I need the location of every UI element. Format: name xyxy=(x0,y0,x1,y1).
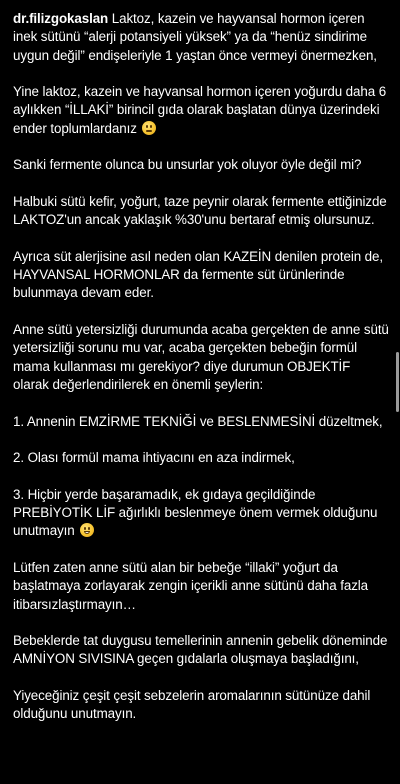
slightly-frowning-face-icon xyxy=(142,121,156,135)
caption-paragraph-11 xyxy=(13,632,389,669)
caption-text-4: Halbuki sütü kefir, yoğurt, taze peynir olarak fermente ettiğinizde LAKTOZ'un ancak yaklaşık %30'unu bertaraf etmiş olursunuz. xyxy=(13,193,387,228)
caption-paragraph-7 xyxy=(13,413,389,431)
caption-paragraph-8 xyxy=(13,449,389,467)
caption-text-11: Bebeklerde tat duygusu temellerinin annenin gebelik döneminde AMNİYON SIVISINA geçen gıdalarla oluşmaya başladığını, xyxy=(13,633,388,667)
post-caption xyxy=(13,10,389,742)
scrollbar-thumb[interactable] xyxy=(396,352,399,412)
caption-text-9: 3. Hiçbir yerde başaramadık, ek gıdaya geçildiğinde PREBİYOTİK LİF ağırlıklı beslenmeye önem vermek olduğunu unutmayın xyxy=(13,486,378,539)
caption-text-1: Laktoz, kazein ve hayvansal hormon içeren inek sütünü “alerji potansiyeli yüksek” ya da “henüz sindirime uygun değil” endişeleriyle 1 yaştan önce vermeyi önermezken, xyxy=(13,11,377,63)
caption-paragraph-5 xyxy=(13,248,389,303)
caption-paragraph-10 xyxy=(13,559,389,614)
caption-paragraph-2 xyxy=(13,83,389,138)
username-link[interactable]: dr.filizgokaslan xyxy=(13,11,109,26)
caption-text-8: 2. Olası formül mama ihtiyacını en aza indirmek, xyxy=(13,450,295,466)
caption-paragraph-12 xyxy=(13,687,389,724)
caption-paragraph-3 xyxy=(13,156,389,174)
caption-text-5: Ayrıca süt alerjisine asıl neden olan KAZEİN denilen protein de, HAYVANSAL HORMONLAR da fermente süt ürünlerinde bulunmaya devam eder. xyxy=(13,248,383,301)
caption-text-2: Yine laktoz, kazein ve hayvansal hormon içeren yoğurdu daha 6 aylıkken “İLLAKİ” birincil gıda olarak başlatan dünya üzerindeki ender toplumlardanız xyxy=(13,84,387,136)
caption-paragraph-6 xyxy=(13,321,389,394)
caption-paragraph-1 xyxy=(13,10,389,65)
caption-text-6: Anne sütü yetersizliği durumunda acaba gerçekten de anne sütü yetersizliği sorunu mu var, acaba gerçekten bebeğin formül mama kullanması mı gerekiyor? diye durumun OBJEKTİF olarak değerlendirilerek en önemli şeylerin: xyxy=(13,322,389,392)
smiling-face-icon xyxy=(80,523,94,537)
caption-text-3: Sanki fermente olunca bu unsurlar yok oluyor öyle değil mi? xyxy=(13,157,362,173)
caption-text-12: Yiyeceğiniz çeşit çeşit sebzelerin aromalarının sütünüze dahil olduğunu unutmayın. xyxy=(13,687,371,722)
caption-paragraph-4 xyxy=(13,193,389,230)
caption-text-10: Lütfen zaten anne sütü alan bir bebeğe “illaki” yoğurt da başlatmaya zorlayarak zengin içerikli anne sütünü daha fazla itibarsızlaştırmayın… xyxy=(13,559,369,612)
caption-text-7: 1. Annenin EMZİRME TEKNİĞİ ve BESLENMESİNİ düzeltmek, xyxy=(13,413,383,429)
caption-paragraph-9 xyxy=(13,486,389,541)
